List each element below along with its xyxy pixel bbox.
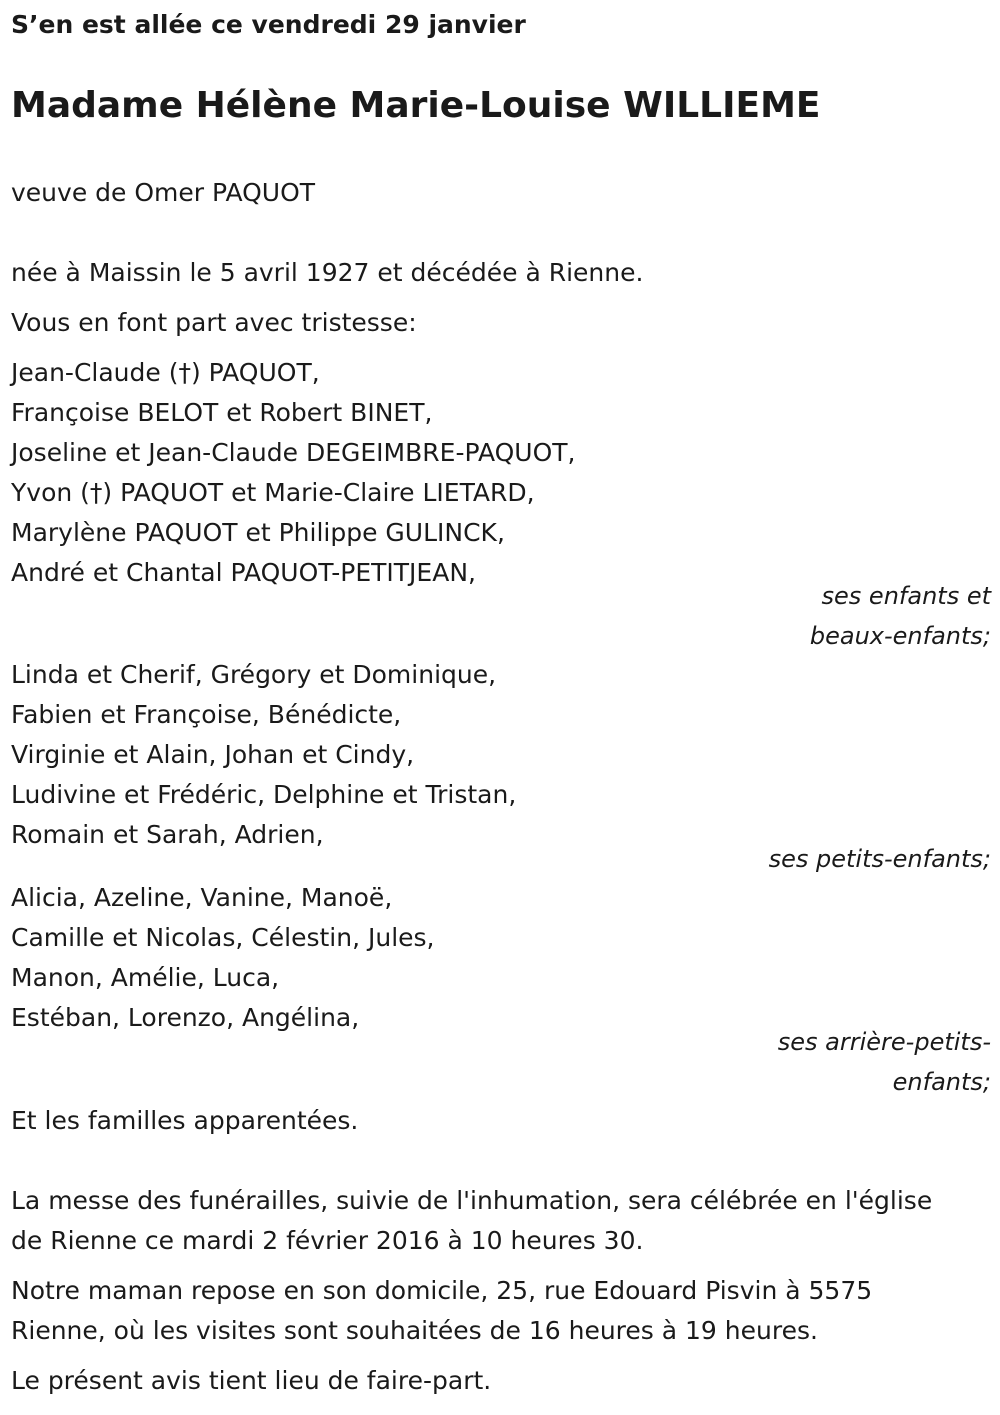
great-grandchildren-line: Alicia, Azeline, Vanine, Manoë, [11, 883, 393, 912]
children-line: Françoise BELOT et Robert BINET, [11, 398, 433, 427]
great-grandchildren-line: Manon, Amélie, Luca, [11, 963, 280, 992]
great-grandchildren-role-label: ses arrière-petits- [777, 1028, 991, 1056]
families-line: Et les familles apparentées. [11, 1106, 359, 1135]
children-line: Yvon (†) PAQUOT et Marie-Claire LIETARD, [11, 478, 535, 507]
grandchildren-line: Virginie et Alain, Johan et Cindy, [11, 740, 415, 769]
great-grandchildren-line: Camille et Nicolas, Célestin, Jules, [11, 923, 435, 952]
funeral-info-line: La messe des funérailles, suivie de l'inhumation, sera célébrée en l'église [11, 1186, 933, 1215]
children-line: Jean-Claude (†) PAQUOT, [11, 358, 320, 387]
great-grandchildren-role-label: enfants; [892, 1068, 991, 1096]
grandchildren-line: Romain et Sarah, Adrien, [11, 820, 324, 849]
children-line: André et Chantal PAQUOT-PETITJEAN, [11, 558, 476, 587]
children-line: Joseline et Jean-Claude DEGEIMBRE-PAQUOT, [11, 438, 576, 467]
children-line: Marylène PAQUOT et Philippe GULINCK, [11, 518, 505, 547]
widow-line: veuve de Omer PAQUOT [11, 178, 316, 207]
visitation-info-line: Notre maman repose en son domicile, 25, rue Edouard Pisvin à 5575 [11, 1276, 873, 1305]
grandchildren-role-label: ses petits-enfants; [768, 845, 991, 873]
grandchildren-line: Ludivine et Frédéric, Delphine et Tristan, [11, 780, 517, 809]
visitation-info-line: Rienne, où les visites sont souhaitées de 16 heures à 19 heures. [11, 1316, 818, 1345]
children-role-label: ses enfants et [821, 582, 991, 610]
intro-line: Vous en font part avec tristesse: [11, 308, 417, 337]
closing-line: Le présent avis tient lieu de faire-part. [11, 1366, 492, 1395]
funeral-info-line: de Rienne ce mardi 2 février 2016 à 10 heures 30. [11, 1226, 644, 1255]
grandchildren-line: Linda et Cherif, Grégory et Dominique, [11, 660, 497, 689]
birth-death-line: née à Maissin le 5 avril 1927 et décédée à Rienne. [11, 258, 644, 287]
death-announcement-header: S’en est allée ce vendredi 29 janvier [11, 10, 526, 39]
grandchildren-line: Fabien et Françoise, Bénédicte, [11, 700, 402, 729]
deceased-name: Madame Hélène Marie-Louise WILLIEME [11, 85, 821, 126]
great-grandchildren-line: Estéban, Lorenzo, Angélina, [11, 1003, 360, 1032]
children-role-label: beaux-enfants; [809, 622, 991, 650]
